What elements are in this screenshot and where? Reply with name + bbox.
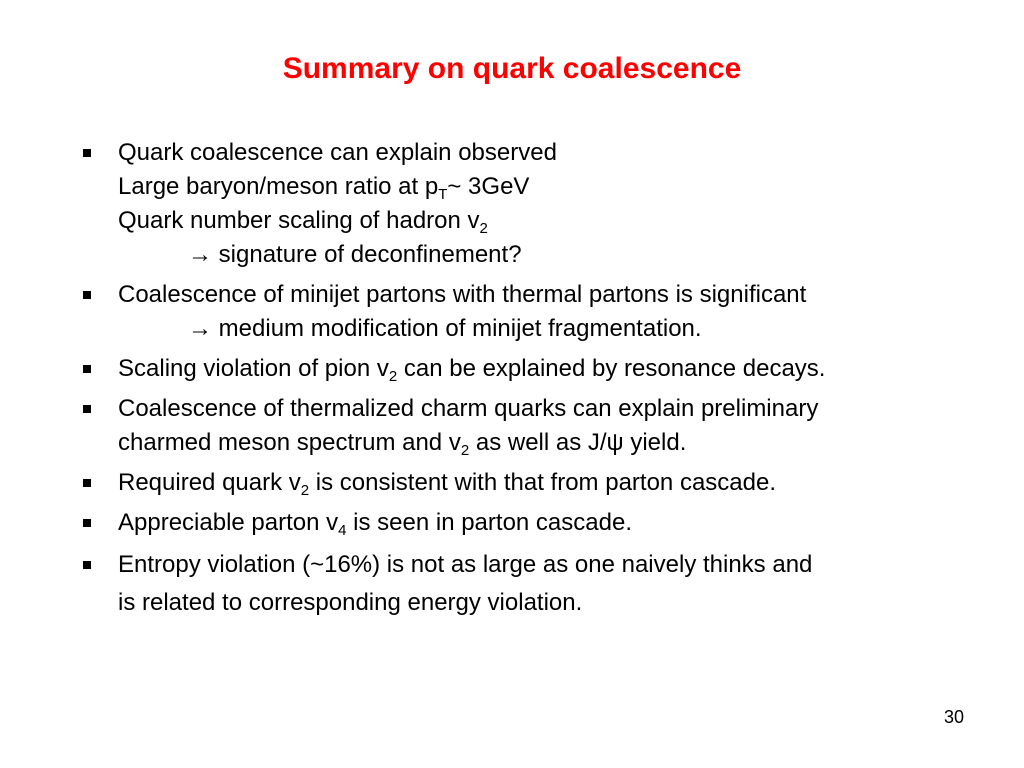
square-bullet-icon xyxy=(83,149,91,157)
bullet-item-parton-v4 xyxy=(80,506,980,540)
text-fragment: ~ 3GeV xyxy=(447,173,530,200)
bullet-subline xyxy=(118,170,980,204)
square-bullet-icon xyxy=(83,365,91,373)
subscript: 4 xyxy=(338,522,347,539)
text-fragment: can be explained by resonance decays. xyxy=(397,355,826,382)
bullet-item-quark-v2 xyxy=(80,466,980,500)
bullet-text: Coalescence of minijet partons with thermal partons is significant xyxy=(118,281,807,308)
bullet-text: Quark coalescence can explain observed xyxy=(118,139,557,166)
text-fragment: Quark number scaling of hadron v xyxy=(118,207,480,234)
slide-title: Summary on quark coalescence xyxy=(282,52,742,85)
page-number: 30 xyxy=(943,707,964,727)
subscript: 2 xyxy=(300,482,310,499)
bullet-text: Entropy violation (~16%) is not as large as one naively thinks and xyxy=(118,551,813,578)
bullet-list xyxy=(80,136,980,628)
bullet-text xyxy=(118,352,980,386)
square-bullet-icon xyxy=(83,479,91,487)
bullet-item-minijet xyxy=(80,278,980,346)
bullet-text xyxy=(118,506,980,540)
subscript: 2 xyxy=(479,220,488,237)
square-bullet-icon xyxy=(83,561,91,569)
square-bullet-icon xyxy=(83,291,91,299)
text-fragment: charmed meson spectrum and v xyxy=(118,429,461,456)
text-fragment: Appreciable parton v xyxy=(118,509,339,536)
subscript: 2 xyxy=(388,368,398,385)
square-bullet-icon xyxy=(83,405,91,413)
square-bullet-icon xyxy=(83,519,91,527)
bullet-item-pion-scaling xyxy=(80,352,980,386)
bullet-item-coalescence-observed xyxy=(80,136,980,272)
text-fragment: Scaling violation of pion v xyxy=(118,355,389,382)
bullet-item-charm xyxy=(80,392,980,460)
bullet-subline xyxy=(118,204,980,238)
subscript: T xyxy=(438,186,448,203)
bullet-text xyxy=(118,466,980,500)
bullet-text: Coalescence of thermalized charm quarks can explain preliminary xyxy=(118,395,819,422)
text-fragment: is seen in parton cascade. xyxy=(346,509,632,536)
bullet-conclusion: → signature of deconfinement? xyxy=(188,241,522,268)
text-fragment: is consistent with that from parton cascade. xyxy=(309,469,776,496)
bullet-item-entropy xyxy=(80,546,980,622)
bullet-subline: is related to corresponding energy violation. xyxy=(118,589,583,616)
text-fragment: Large baryon/meson ratio at p xyxy=(118,173,439,200)
bullet-conclusion: → medium modification of minijet fragmentation. xyxy=(188,315,702,342)
text-fragment: as well as J/ψ yield. xyxy=(469,429,687,456)
text-fragment: Required quark v xyxy=(118,469,301,496)
subscript: 2 xyxy=(460,442,470,459)
bullet-subline xyxy=(118,426,980,460)
